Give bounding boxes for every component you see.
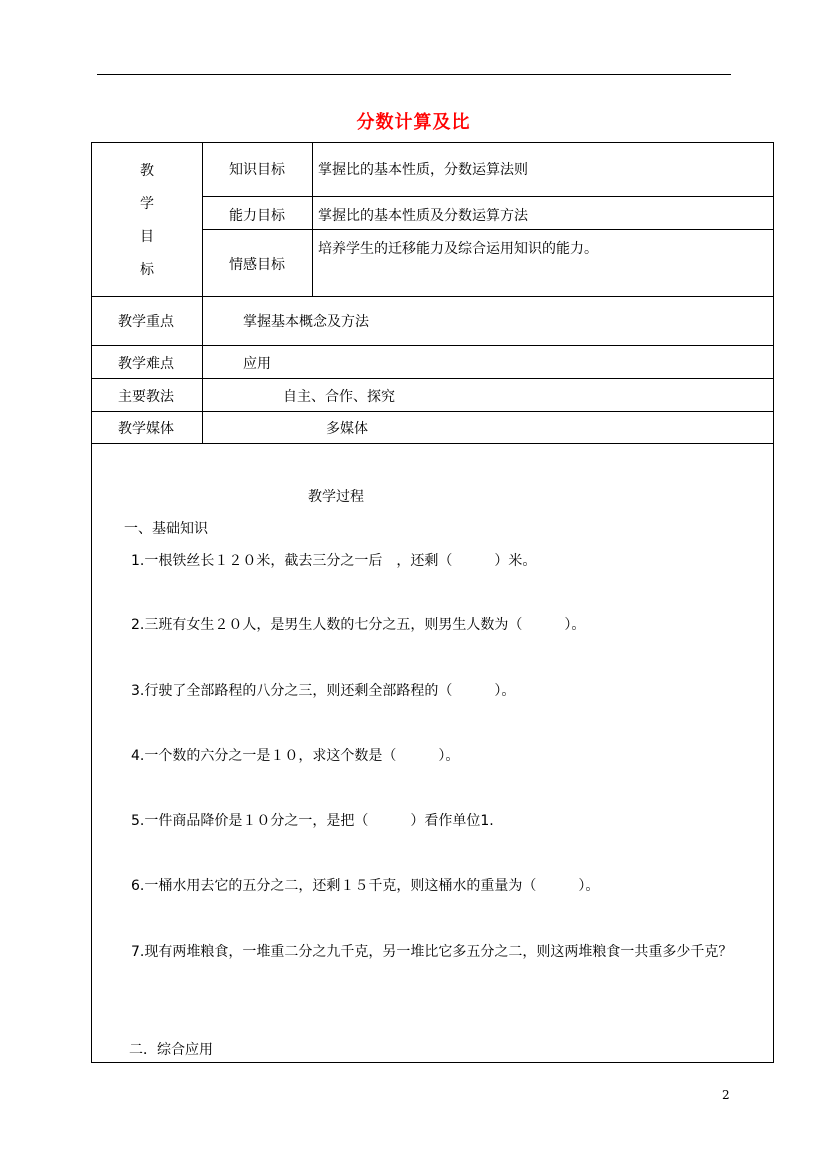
question-item: 4.一个数的六分之一是１０，求这个数是（ ）。 xyxy=(131,748,460,764)
table-border-left xyxy=(91,142,92,1063)
table-divider xyxy=(202,196,774,197)
question-item: 2.三班有女生２０人，是男生人数的七分之五，则男生人数为（ ）。 xyxy=(131,617,586,633)
table-divider xyxy=(202,229,774,230)
goal-content: 掌握比的基本性质，分数运算法则 xyxy=(318,162,528,178)
info-content: 掌握基本概念及方法 xyxy=(243,314,369,330)
table-border-bottom xyxy=(91,1062,774,1063)
goal-label: 能力目标 xyxy=(229,208,285,224)
info-label: 主要教法 xyxy=(118,389,174,405)
info-content: 多媒体 xyxy=(326,421,368,437)
table-border-right xyxy=(773,142,774,1063)
process-heading: 教学过程 xyxy=(308,489,364,505)
goals-header-char: 标 xyxy=(140,262,154,278)
table-divider xyxy=(312,142,313,296)
goal-label: 情感目标 xyxy=(229,257,285,273)
goal-label: 知识目标 xyxy=(229,162,285,178)
info-label: 教学重点 xyxy=(118,314,174,330)
info-label: 教学媒体 xyxy=(118,421,174,437)
info-content: 应用 xyxy=(243,356,271,372)
table-divider xyxy=(91,443,774,444)
info-label: 教学难点 xyxy=(118,356,174,372)
table-divider xyxy=(91,296,774,297)
table-divider xyxy=(91,411,774,412)
section-heading: 二．综合应用 xyxy=(129,1042,213,1058)
goal-content: 培养学生的迁移能力及综合运用知识的能力。 xyxy=(318,241,598,257)
table-border-top xyxy=(91,142,774,143)
question-item: 5.一件商品降价是１０分之一，是把（ ）看作单位1. xyxy=(131,813,494,829)
question-item: 7.现有两堆粮食，一堆重二分之九千克，另一堆比它多五分之二，则这两堆粮食一共重多少千克？ xyxy=(131,944,733,960)
table-divider xyxy=(91,378,774,379)
question-item: 3.行驶了全部路程的八分之三，则还剩全部路程的（ ）。 xyxy=(131,683,516,699)
info-content: 自主、合作、探究 xyxy=(283,389,395,405)
table-divider xyxy=(202,142,203,444)
goals-header-char: 目 xyxy=(140,229,154,245)
goals-header-char: 学 xyxy=(140,196,154,212)
goals-header-char: 教 xyxy=(140,163,154,179)
section-heading: 一、基础知识 xyxy=(124,521,208,537)
goal-content: 掌握比的基本性质及分数运算方法 xyxy=(318,208,528,224)
table-divider xyxy=(91,345,774,346)
question-item: 1.一根铁丝长１２０米，截去三分之一后 ，还剩（ ）米。 xyxy=(131,553,537,569)
header-rule xyxy=(97,74,731,75)
page-number: 2 xyxy=(722,1088,730,1102)
page-title: 分数计算及比 xyxy=(356,112,471,133)
question-item: 6.一桶水用去它的五分之二，还剩１５千克，则这桶水的重量为（ ）。 xyxy=(131,878,600,894)
